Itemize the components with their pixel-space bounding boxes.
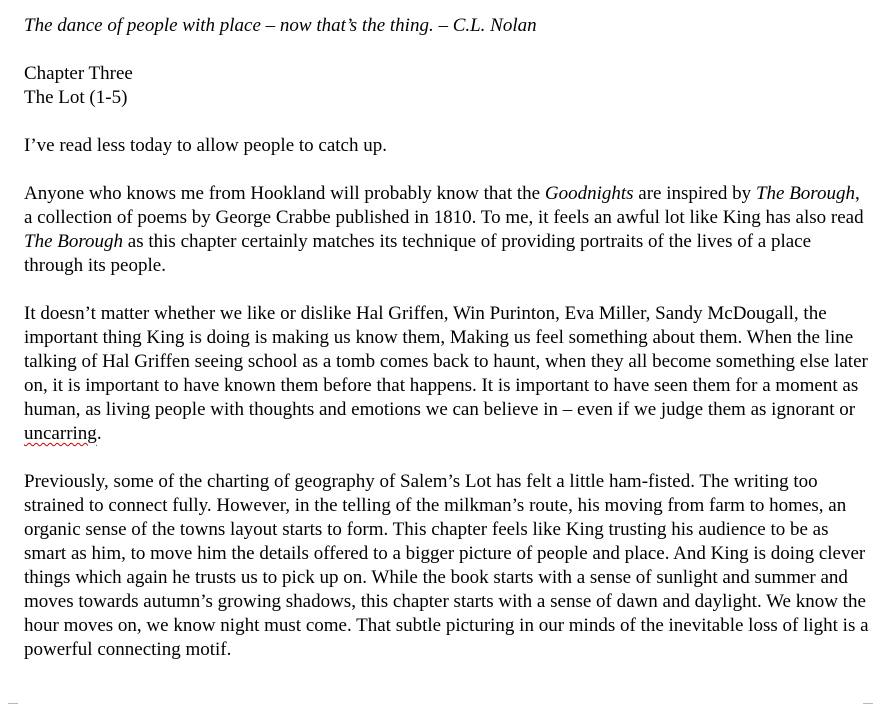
epigraph: The dance of people with place – now that’s the thing. – C.L. Nolan <box>24 15 537 36</box>
paragraph-text: . <box>96 423 102 444</box>
paragraph-text: as this chapter certainly matches its technique of providing portraits of the lives of a place through its people. <box>24 231 812 276</box>
chapter-heading <box>24 62 869 110</box>
paragraph-text: It doesn’t matter whether we like or dislike Hal Griffen, Win Purinton, Eva Miller, Sandy McDougall, the important thing King is doing is making us know them, Making us feel something about them. When the line talking of Hal Griffen seeing school as a tomb comes back to haunt, when they all become something else later on, it is important to have known them before that happens. It is important to have seen them for a moment as human, as living people with thoughts and emotions we can believe in – even if we judge them as ignorant or <box>24 303 868 420</box>
page-corner-mark <box>8 703 18 704</box>
document-page[interactable] <box>24 14 869 686</box>
misspelled-word[interactable]: uncarring <box>24 423 97 444</box>
chapter-title: Chapter Three <box>24 63 133 84</box>
paragraph-text: are inspired by <box>633 183 756 204</box>
paragraph-geography: Previously, some of the charting of geography of Salem’s Lot has felt a little ham-fisted. The writing too strained to connect fully. However, in the telling of the milkman’s route, his moving from farm to homes, an organic sense of the towns layout starts to form. This chapter feels like King trusting his audience to be as smart as him, to move him the details offered to a bigger picture of people and place. And King is doing clever things which again he trusts us to pick up on. While the book starts with a sense of sunlight and summer and moves towards autumn’s growing shadows, this chapter starts with a sense of dawn and daylight. We know the hour moves on, we know night must come. That subtle picturing in our minds of the inevitable loss of light is a powerful connecting motif. <box>24 471 869 660</box>
paragraph-intro: I’ve read less today to allow people to catch up. <box>24 135 387 156</box>
page-corner-mark <box>863 703 873 704</box>
paragraph-characters <box>24 302 869 446</box>
paragraph-borough <box>24 182 869 278</box>
paragraph-text: , a collection of poems by George Crabbe published in 1810. To me, it feels an awful lot like King has also read <box>24 183 864 228</box>
paragraph-text: Anyone who knows me from Hookland will probably know that the <box>24 183 545 204</box>
italic-title: The Borough <box>24 231 124 252</box>
italic-title: Goodnights <box>544 183 634 204</box>
italic-title: The Borough <box>755 183 855 204</box>
chapter-subtitle: The Lot (1-5) <box>24 87 128 108</box>
